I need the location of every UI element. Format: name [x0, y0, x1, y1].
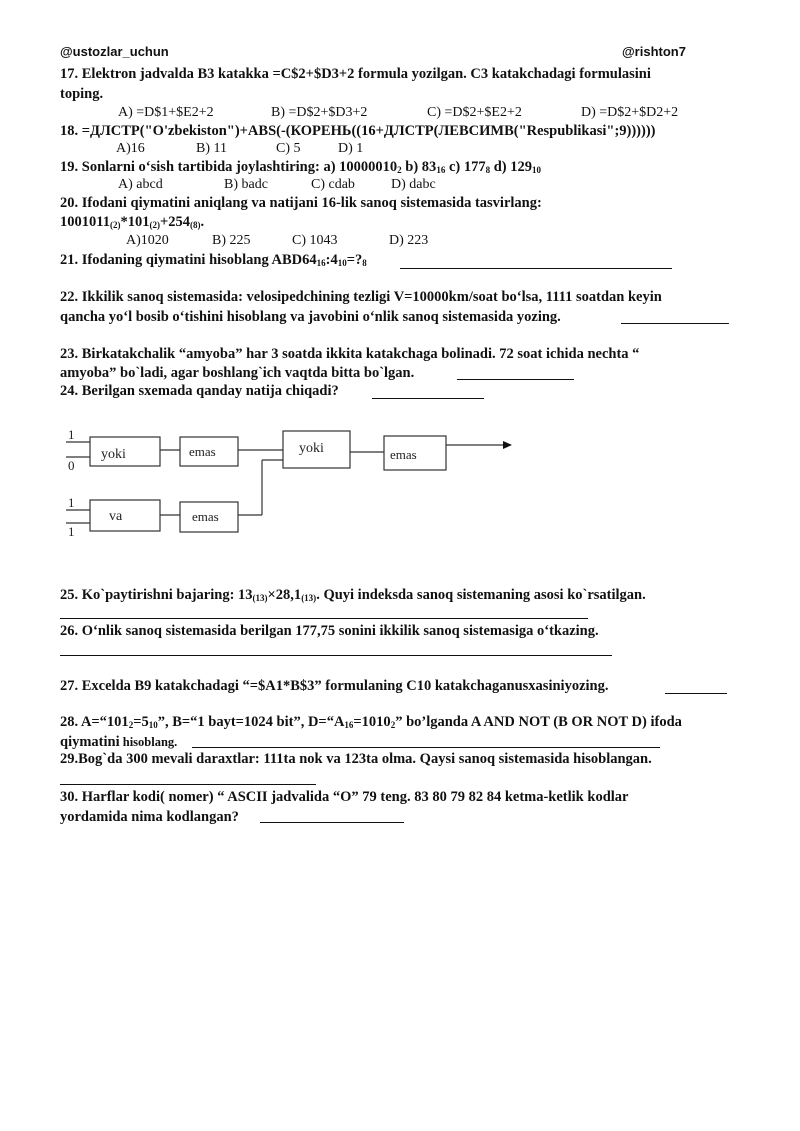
- q17-option-d: D) =D$2+$D2+2: [581, 105, 679, 120]
- q18-option-d: D) 1: [338, 141, 364, 156]
- q20-option-c: C) 1043: [292, 233, 338, 248]
- q17-option-c: C) =D$2+$E2+2: [427, 105, 522, 120]
- gate-va-label: va: [109, 509, 123, 524]
- q18-option-c: C) 5: [276, 141, 301, 156]
- gate-yoki-1-label: yoki: [101, 447, 126, 462]
- output-arrow-icon: [503, 441, 512, 449]
- question-22: 22. Ikkilik sanoq sistemasida: velosipedchining tezligi V=10000km/soat bo‘lsa, 1111 soatdan keyin: [60, 289, 662, 305]
- input-label-3: 1: [68, 495, 75, 510]
- question-30-cont: yordamida nima kodlangan?: [60, 809, 239, 825]
- question-20-expression: $1001011_{(2)}*101_{(2)}+254_{(8)}$.: [60, 214, 205, 230]
- channel-handle-right: @rishton7: [622, 44, 686, 59]
- question-20: 20. Ifodani qiymatini aniqlang va natijani 16-lik sanoq sistemasida tasvirlang:: [60, 195, 542, 211]
- q30-answer-line[interactable]: [260, 822, 404, 823]
- question-28-cont: qiymatini hisoblang.: [60, 734, 178, 750]
- question-26: 26. O‘nlik sanoq sistemasida berilgan 177,75 sonini ikkilik sanoq sistemasiga o‘tkazing.: [60, 623, 599, 639]
- q19-option-b: B) badc: [224, 177, 268, 192]
- q20-option-a: A)1020: [126, 233, 169, 248]
- logic-circuit-diagram: [0, 0, 800, 560]
- q17-option-b: B) =D$2+$D3+2: [271, 105, 368, 120]
- question-17: 17. Elektron jadvalda B3 katakka =C$2+$D3+2 formula yozilgan. C3 katakchadagi formulasini: [60, 66, 651, 82]
- q17-option-a: A) =D$1+$E2+2: [118, 105, 214, 120]
- question-24: 24. Berilgan sxemada qanday natija chiqadi?: [60, 383, 339, 399]
- question-30: 30. Harflar kodi( nomer) “ ASCII jadvalida “O” 79 teng. 83 80 79 82 84 ketma-ketlik kodlar: [60, 789, 629, 805]
- gate-emas-1-label: emas: [189, 444, 216, 459]
- q20-option-d: D) 223: [389, 233, 429, 248]
- q19-option-d: D) dabc: [391, 177, 436, 192]
- q18-option-a: A)16: [116, 141, 145, 156]
- question-18: 18. =ДЛСТР("O'zbekiston")+ABS(-(КОРЕНЬ((16+ДЛСТР(ЛЕВСИМВ("Respublikasi";9)))))): [60, 123, 656, 139]
- gate-emas-3-label: emas: [192, 509, 219, 524]
- question-27: 27. Excelda B9 katakchadagi “=$A1*B$3” formulaning C10 katakchaganusxasiniyozing.: [60, 678, 609, 694]
- q25-answer-line[interactable]: [60, 618, 588, 619]
- question-23: 23. Birkatakchalik “amyoba” har 3 soatda ikkita katakchaga bolinadi. 72 soat ichida nechta “: [60, 346, 640, 362]
- question-21: 21. Ifodaning qiymatini hisoblang $ABD64_{16}:4_{10}=?_8$: [60, 252, 367, 268]
- q28-answer-line[interactable]: [192, 747, 660, 748]
- question-19: 19. Sonlarni o‘sish tartibida joylashtiring: a) $10000010_2$ b) $83_{16}$ c) $177_8$ d) $129_{10}$: [60, 159, 541, 175]
- q26-answer-line[interactable]: [60, 655, 612, 656]
- gate-emas-2-label: emas: [390, 447, 417, 462]
- question-23-cont: amyoba” bo`ladi, agar boshlang`ich vaqtda bitta bo`lgan.: [60, 365, 415, 381]
- question-17-cont: toping.: [60, 86, 104, 102]
- question-29: 29.Bog`da 300 mevali daraxtlar: 111ta nok va 123ta olma. Qaysi sanoq sistemasida hisoblangan.: [60, 751, 652, 767]
- channel-handle-left: @ustozlar_uchun: [60, 44, 169, 59]
- input-label-4: 1: [68, 524, 75, 539]
- question-25: 25. Ko`paytirishni bajaring: $13_{(13)}\times 28,1_{(13)}$. Quyi indeksda sanoq sistemaning asosi ko`rsatilgan.: [60, 587, 646, 603]
- gate-yoki-2-label: yoki: [299, 441, 324, 456]
- question-22-cont: qancha yo‘l bosib o‘tishini hisoblang va javobini o‘nlik sanoq sistemasida yozing.: [60, 309, 561, 325]
- q19-option-a: A) abcd: [118, 177, 163, 192]
- q19-option-c: C) cdab: [311, 177, 355, 192]
- q27-answer-line[interactable]: [665, 693, 727, 694]
- q20-option-b: B) 225: [212, 233, 251, 248]
- q29-answer-line[interactable]: [60, 784, 316, 785]
- q18-option-b: B) 11: [196, 141, 227, 156]
- input-label-1: 1: [68, 427, 75, 442]
- question-28: 28. $A=“101_2=5_{10}$”, B=“1 bayt=1024 bit”, $D=“A_{16}=1010_2$” bo’lganda A AND NOT (B OR NOT D) ifoda: [60, 714, 682, 730]
- gate-va: [90, 500, 160, 531]
- input-label-2: 0: [68, 458, 75, 473]
